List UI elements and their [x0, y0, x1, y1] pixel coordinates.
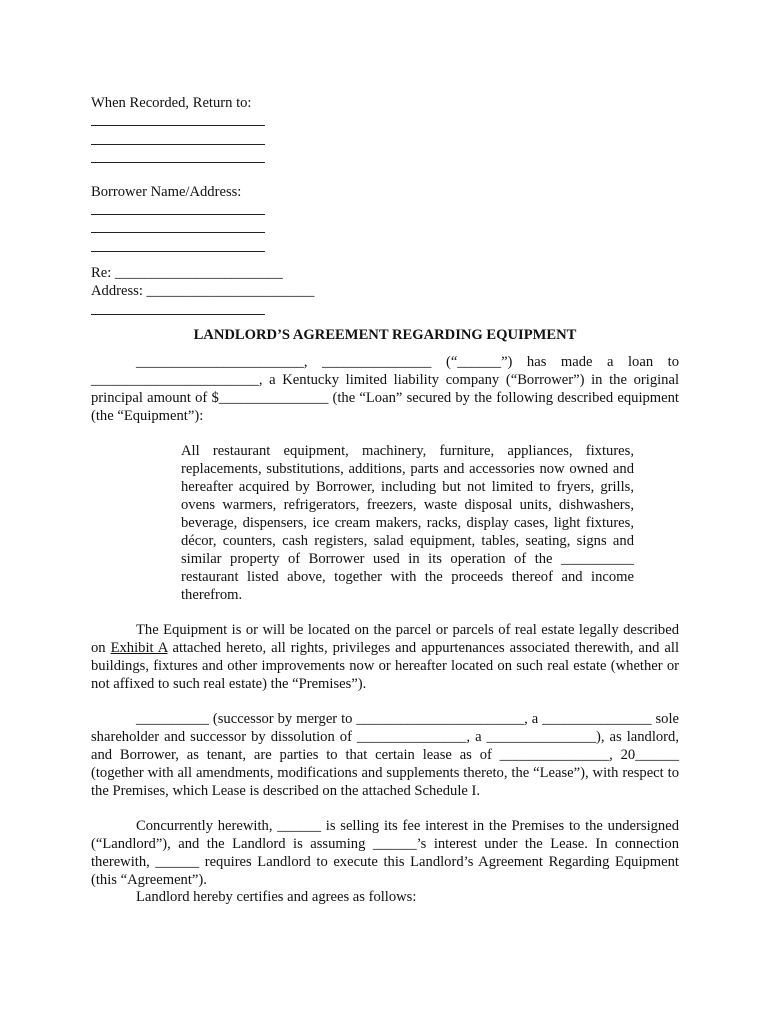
return-address-blank-2: [91, 144, 265, 145]
paragraph-certifies: Landlord hereby certifies and agrees as follows:: [136, 889, 417, 905]
when-recorded-label: When Recorded, Return to:: [91, 95, 252, 111]
return-address-blank-1: [91, 125, 265, 126]
address-blank: [91, 314, 265, 315]
exhibit-a-reference: Exhibit A: [110, 640, 168, 656]
re-line: Re: _______________________: [91, 265, 283, 281]
borrower-blank-1: [91, 214, 265, 215]
paragraph-loan: _______________________, _______________ (“______”) has made a loan to _______________________, a Kentucky limited liability company (“Borrower”) in the original principal amount of $_______________ (the “Loan” secured by the following described equipment (the “Equipment”):: [91, 354, 679, 424]
borrower-blank-3: [91, 251, 265, 252]
equipment-description: All restaurant equipment, machinery, furniture, appliances, fixtures, replacements, substitutions, additions, parts and accessories now owned and hereafter acquired by Borrower, including but not limited to fryers, grills, ovens warmers, refrigerators, freezers, waste disposal units, dishwashers, beverage, dispensers, ice cream makers, racks, display cases, light fixtures, décor, counters, cash registers, salad equipment, tables, seating, signs and similar property of Borrower used in its operation of the __________ restaurant listed above, together with the proceeds thereof and income therefrom.: [181, 443, 634, 603]
paragraph-lease: __________ (successor by merger to _______________________, a _______________ sole shareholder and successor by dissolution of _______________, a _______________), as landlord, and Borrower, as tenant, are parties to that certain lease as of _______________, 20______ (together with all amendments, modifications and supplements thereto, the “Lease”), with respect to the Premises, which Lease is described on the attached Schedule I.: [91, 711, 679, 799]
premises-text-a: The Equipment is or will be located on the parcel or parcels of real estate legally described on: [91, 622, 679, 656]
borrower-blank-2: [91, 232, 265, 233]
premises-text-b: attached hereto, all rights, privileges and appurtenances associated therewith, and all buildings, fixtures and other improvements now or hereafter located on such real estate (whether or not affixed to such real estate) the “Premises”).: [91, 640, 680, 692]
document-title: LANDLORD’S AGREEMENT REGARDING EQUIPMENT: [193, 327, 577, 343]
borrower-label: Borrower Name/Address:: [91, 184, 242, 200]
return-address-blank-3: [91, 162, 265, 163]
address-line: Address: _______________________: [91, 283, 315, 299]
paragraph-premises: [91, 621, 679, 693]
paragraph-concurrently: Concurrently herewith, ______ is selling its fee interest in the Premises to the undersigned (“Landlord”), and the Landlord is assuming ______’s interest under the Lease. In connection therewith, ______ requires Landlord to execute this Landlord’s Agreement Regarding Equipment (this “Agreement”).: [91, 818, 679, 888]
